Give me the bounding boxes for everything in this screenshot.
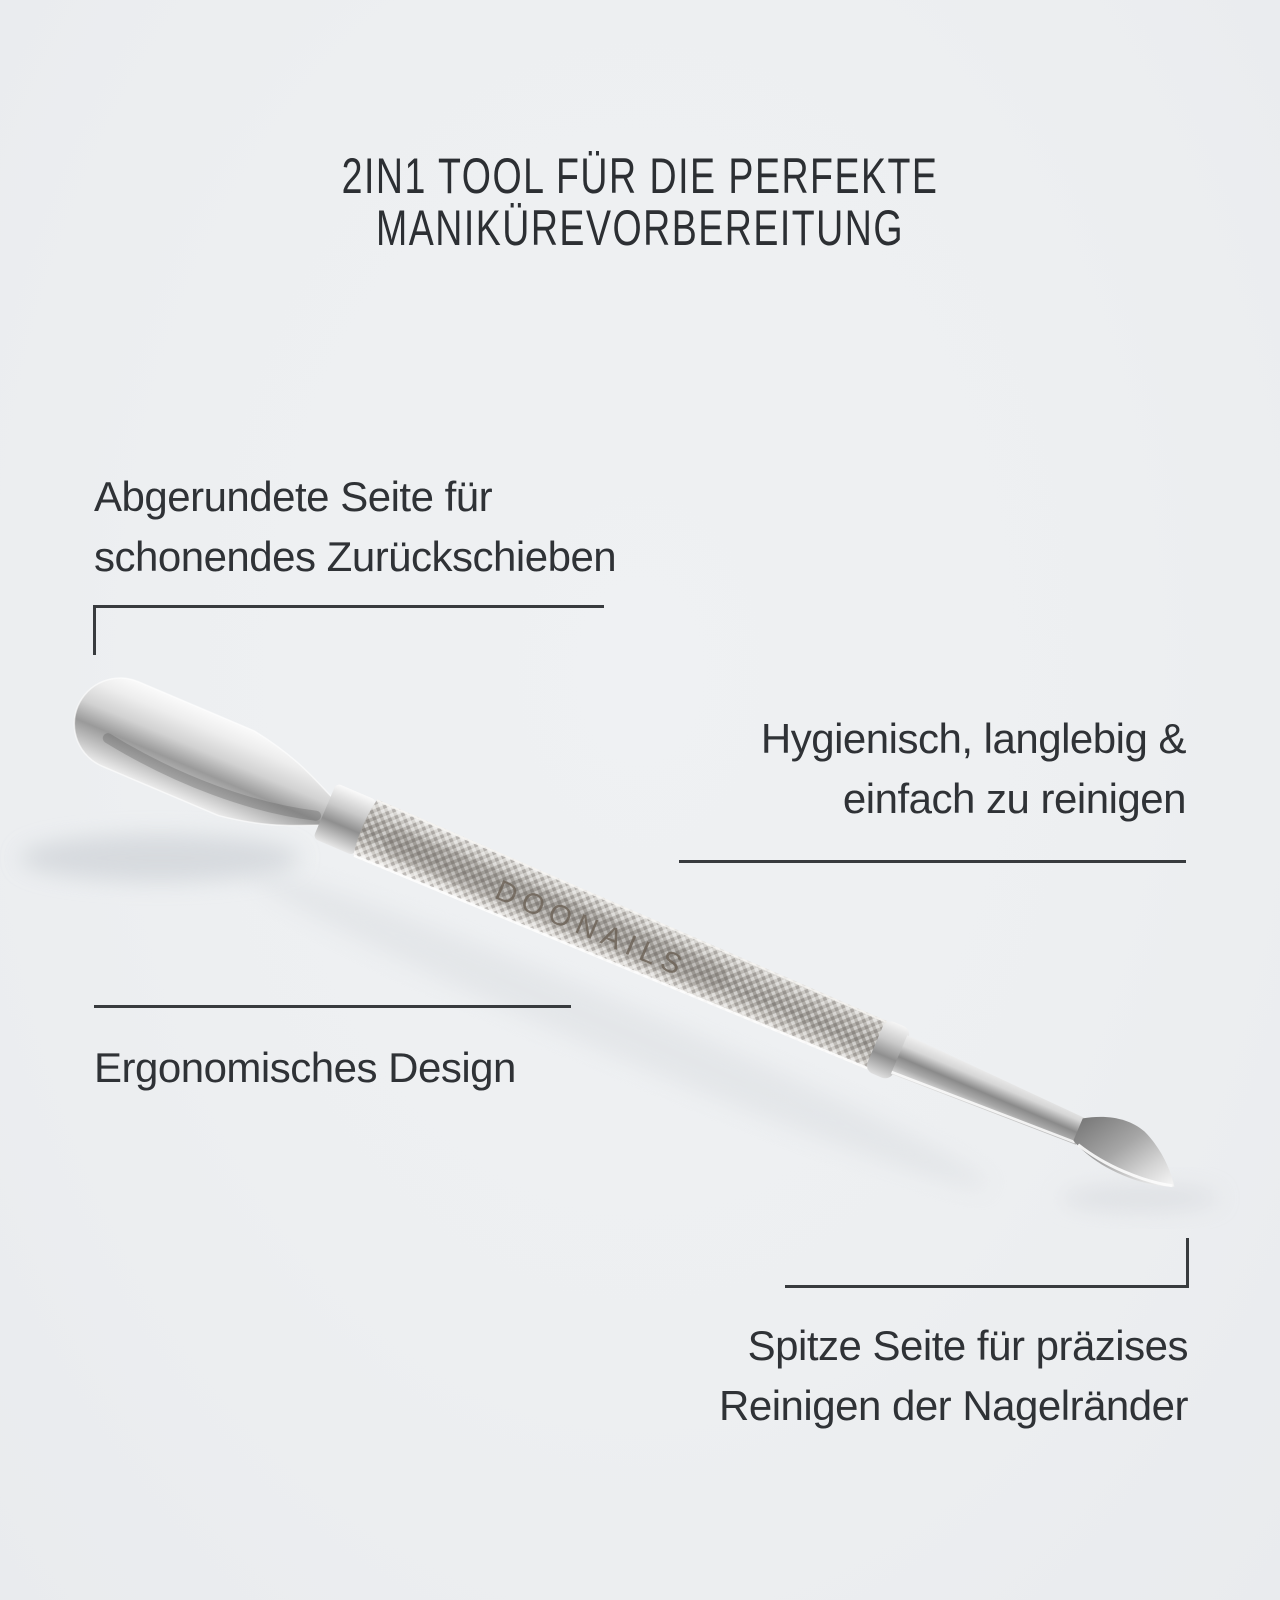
callout-line-ergonomic bbox=[94, 1005, 571, 1008]
infographic-title bbox=[160, 150, 1120, 254]
callout-line-pointed-side bbox=[785, 1238, 1189, 1288]
rounded-pusher-end bbox=[60, 664, 344, 854]
annotation-rounded-side bbox=[94, 467, 616, 587]
annotation-ergonomic-label: Ergonomisches Design bbox=[94, 1044, 516, 1091]
callout-line-hygienic bbox=[679, 860, 1186, 863]
annotation-hygienic-line-1: Hygienisch, langlebig & bbox=[760, 715, 1186, 762]
annotation-hygienic bbox=[761, 709, 1186, 829]
pointed-cleaner-end bbox=[1068, 1105, 1190, 1196]
product-shadow bbox=[20, 834, 1220, 1212]
callout-line-rounded-side bbox=[93, 605, 604, 655]
neck bbox=[891, 1035, 1090, 1151]
annotation-pointed-side bbox=[719, 1316, 1188, 1436]
title-line-1: 2IN1 TOOL FÜR DIE PERFEKTE bbox=[341, 148, 939, 204]
annotation-ergonomic bbox=[94, 1038, 516, 1098]
annotation-rounded-side-line-2: schonendes Zurückschieben bbox=[94, 533, 617, 580]
annotation-rounded-side-line-1: Abgerundete Seite für bbox=[94, 473, 493, 520]
brand-engraving: DOONAILS bbox=[490, 874, 693, 985]
annotation-pointed-side-line-2: Reinigen der Nagelränder bbox=[719, 1382, 1188, 1429]
title-line-2: MANIKÜREVORBEREITUNG bbox=[376, 200, 904, 256]
annotation-pointed-side-line-1: Spitze Seite für präzises bbox=[747, 1322, 1188, 1369]
annotation-hygienic-line-2: einfach zu reinigen bbox=[842, 775, 1186, 822]
